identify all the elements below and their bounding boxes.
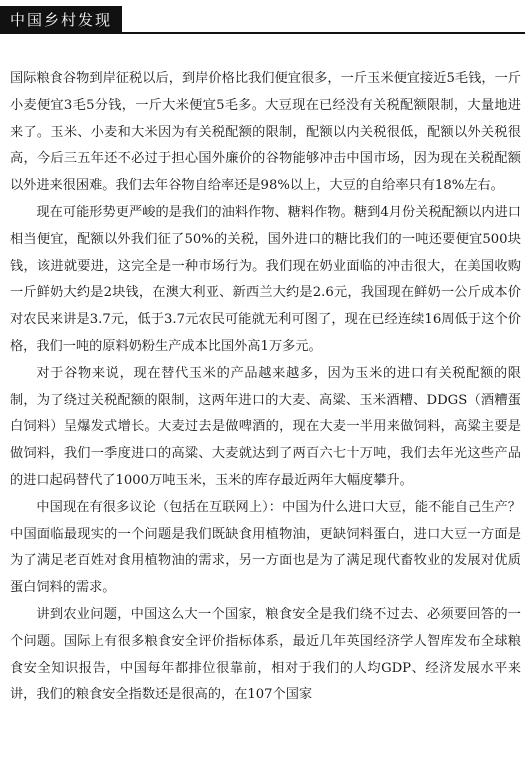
header-divider [0, 32, 525, 34]
paragraph: 现在可能形势更严峻的是我们的油料作物、糖料作物。糖到4月份关税配额以内进口相当便宜，配额以外我们征了50%的关税，国外进口的糖比我们的一吨还要便宜500块钱，该进就要进，这完全是一种市场行为。我们现在奶业面临的冲击很大，在美国收购一斤鲜奶大约是2块钱，在澳大利亚、新西兰大约是2.6元，我国现在鲜奶一公斤成本价对农民来讲是3.7元，低于3.7元农民可能就无利可图了，现在已经连续16周低于这个价格，我们一吨的原料奶粉生产成本比国外高1万多元。 [10, 204, 521, 354]
paragraph: 讲到农业问题，中国这么大一个国家，粮食安全是我们绕不过去、必须要回答的一个问题。国际上有很多粮食安全评价指标体系，最近几年英国经济学人智库发布全球粮食安全知识报告，中国每年都排位很靠前，相对于我们的人均GDP、经济发展水平来讲，我们的粮食安全指数还是很高的，在107个国家 [10, 606, 521, 703]
paragraph: 对于谷物来说，现在替代玉米的产品越来越多，因为玉米的进口有关税配额的限制，为了绕过关税配额的限制，这两年进口的大麦、高粱、玉米酒糟、DDGS（酒糟蛋白饲料）呈爆发式增长。大麦过去是做啤酒的，现在大麦一半用来做饲料，高粱主要是做饲料，我们一季度进口的高粱、大麦就达到了两百六七十万吨，我们去年光这些产品的进口起码替代了1000万吨玉米，玉米的库存最近两年大幅度攀升。 [10, 365, 521, 488]
page-header [0, 0, 531, 40]
article-body [10, 66, 521, 709]
paragraph: 国际粮食谷物到岸征税以后，到岸价格比我们便宜很多，一斤玉米便宜接近5毛钱，一斤小麦便宜3毛5分钱，一斤大米便宜5毛多。大豆现在已经没有关税配额限制，大量地进来了。玉米、小麦和大米因为有关税配额的限制，配额以内关税很低，配额以外关税很高，今后三五年还不必过于担心国外廉价的谷物能够冲击中国市场，因为现在关税配额以外进来很困难。我们去年谷物自给率还是98%以上，大豆的自给率只有18%左右。 [10, 71, 521, 194]
paragraph: 中国现在有很多议论（包括在互联网上）：中国为什么进口大豆，能不能自己生产？中国面临最现实的一个问题是我们既缺食用植物油，更缺饲料蛋白，进口大豆一方面是为了满足老百姓对食用植物油的需求，另一方面也是为了满足现代畜牧业的发展对优质蛋白饲料的需求。 [10, 499, 521, 596]
section-title: 中国乡村发现 [0, 6, 122, 34]
